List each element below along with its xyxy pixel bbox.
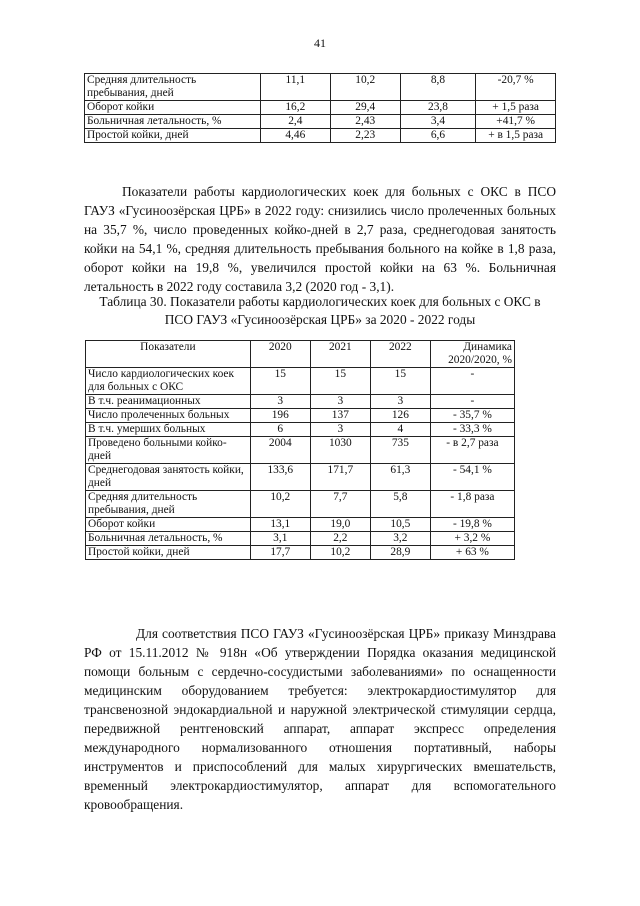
table-header-row <box>86 341 515 368</box>
cell-2020: 17,7 <box>250 546 310 560</box>
table-row <box>86 368 515 395</box>
row-label: Простой койки, дней <box>86 546 251 560</box>
row-label: Оборот койки <box>85 101 261 115</box>
table-row <box>86 409 515 423</box>
table-row <box>86 532 515 546</box>
table-row <box>86 423 515 437</box>
cell-2022: 5,8 <box>370 491 430 518</box>
cell-2021: 2,43 <box>330 115 400 129</box>
cell-2021: 1030 <box>310 437 370 464</box>
cell-2022: 735 <box>370 437 430 464</box>
header-2022: 2022 <box>370 341 430 368</box>
row-label: Больничная летальность, % <box>86 532 251 546</box>
cell-2022: 6,6 <box>400 129 476 143</box>
cell-dynamics: -20,7 % <box>476 74 556 101</box>
paragraph-equipment: Для соответствия ПСО ГАУЗ «Гусиноозёрская ЦРБ» приказу Минздрава РФ от 15.11.2012 № 918н «Об утверждении Порядка оказания медицинской помощи больным с сердечно-сосудистыми заболеваниями» по оснащенности медицинским оборудованием требуется: электрокардиостимулятор для трансвенозной эндокардиальной и наружной электрической стимуляции сердца, передвижной рентгеновский аппарат, аппарат экспресс определения международного нормализованного отношения портативный, наборы инструментов и приспособлений для малых хирургических вмешательств, временный электрокардиостимулятор, аппарат для вспомогательного кровообращения. <box>84 626 556 812</box>
cell-2022: 4 <box>370 423 430 437</box>
cell-dynamics: - 33,3 % <box>430 423 514 437</box>
cell-2021: 29,4 <box>330 101 400 115</box>
table-row <box>86 437 515 464</box>
row-label: Простой койки, дней <box>85 129 261 143</box>
cell-2021: 10,2 <box>310 546 370 560</box>
cell-2021: 137 <box>310 409 370 423</box>
row-label: Средняя длительность пребывания, дней <box>86 491 251 518</box>
row-label: Проведено больными койко-дней <box>86 437 251 464</box>
table-caption: Таблица 30. Показатели работы кардиологических коек для больных с ОКС в ПСО ГАУЗ «Гусиноозёрская ЦРБ» за 2020 - 2022 годы <box>99 294 541 327</box>
table-row <box>86 491 515 518</box>
cell-2020: 4,46 <box>260 129 330 143</box>
cell-2020: 10,2 <box>250 491 310 518</box>
cell-2020: 15 <box>250 368 310 395</box>
cell-2022: 28,9 <box>370 546 430 560</box>
cell-2021: 19,0 <box>310 518 370 532</box>
cell-2020: 2004 <box>250 437 310 464</box>
cell-2022: 8,8 <box>400 74 476 101</box>
cell-2020: 196 <box>250 409 310 423</box>
cell-2021: 3 <box>310 423 370 437</box>
table-row <box>86 546 515 560</box>
cell-dynamics: + 63 % <box>430 546 514 560</box>
cell-2020: 3 <box>250 395 310 409</box>
cell-2022: 15 <box>370 368 430 395</box>
cell-2020: 2,4 <box>260 115 330 129</box>
cell-2021: 7,7 <box>310 491 370 518</box>
cell-dynamics: - 1,8 раза <box>430 491 514 518</box>
cell-dynamics: + 1,5 раза <box>476 101 556 115</box>
header-indicators: Показатели <box>86 341 251 368</box>
cell-2021: 2,2 <box>310 532 370 546</box>
cell-dynamics: + 3,2 % <box>430 532 514 546</box>
paragraph-summary: Показатели работы кардиологических коек для больных с ОКС в ПСО ГАУЗ «Гусиноозёрская ЦРБ» в 2022 году: снизились число пролеченных больных на 35,7 %, число проведенных койко-дней в 2,7 раза, среднегодовая занятость койки на 54,1 %, средняя длительность пребывания больного на койке в 1,8 раза, оборот койки на 19,8 %, увеличился простой койки на 63 %. Больничная летальность в 2022 году составила 3,2 (2020 год - 3,1). <box>84 184 556 294</box>
cell-2020: 6 <box>250 423 310 437</box>
table-continued <box>84 73 556 143</box>
cell-2021: 15 <box>310 368 370 395</box>
table-row <box>85 74 556 101</box>
cell-2021: 2,23 <box>330 129 400 143</box>
cell-dynamics: + в 1,5 раза <box>476 129 556 143</box>
table-row <box>86 395 515 409</box>
cell-2022: 3 <box>370 395 430 409</box>
cell-2022: 61,3 <box>370 464 430 491</box>
header-dynamics: Динамика 2020/2020, % <box>430 341 514 368</box>
table-cardiology-beds <box>85 340 515 560</box>
cell-2022: 3,4 <box>400 115 476 129</box>
row-label: Число кардиологических коек для больных с ОКС <box>86 368 251 395</box>
cell-2020: 133,6 <box>250 464 310 491</box>
row-label: Среднегодовая занятость койки, дней <box>86 464 251 491</box>
row-label: В т.ч. реанимационных <box>86 395 251 409</box>
row-label: В т.ч. умерших больных <box>86 423 251 437</box>
table-row <box>85 115 556 129</box>
cell-dynamics: - в 2,7 раза <box>430 437 514 464</box>
page-number: 41 <box>314 36 326 50</box>
table-row <box>85 101 556 115</box>
cell-dynamics: +41,7 % <box>476 115 556 129</box>
cell-2020: 13,1 <box>250 518 310 532</box>
cell-2020: 11,1 <box>260 74 330 101</box>
row-label: Число пролеченных больных <box>86 409 251 423</box>
cell-dynamics: - <box>430 395 514 409</box>
cell-dynamics: - 35,7 % <box>430 409 514 423</box>
cell-2020: 3,1 <box>250 532 310 546</box>
row-label: Больничная летальность, % <box>85 115 261 129</box>
cell-dynamics: - <box>430 368 514 395</box>
cell-2022: 3,2 <box>370 532 430 546</box>
cell-2021: 171,7 <box>310 464 370 491</box>
cell-2022: 10,5 <box>370 518 430 532</box>
table-row <box>85 129 556 143</box>
row-label: Средняя длительность пребывания, дней <box>85 74 261 101</box>
row-label: Оборот койки <box>86 518 251 532</box>
cell-2021: 3 <box>310 395 370 409</box>
header-2020: 2020 <box>250 341 310 368</box>
cell-dynamics: - 54,1 % <box>430 464 514 491</box>
cell-dynamics: - 19,8 % <box>430 518 514 532</box>
table-row <box>86 518 515 532</box>
header-2021: 2021 <box>310 341 370 368</box>
cell-2022: 126 <box>370 409 430 423</box>
cell-2020: 16,2 <box>260 101 330 115</box>
cell-2022: 23,8 <box>400 101 476 115</box>
cell-2021: 10,2 <box>330 74 400 101</box>
table-row <box>86 464 515 491</box>
